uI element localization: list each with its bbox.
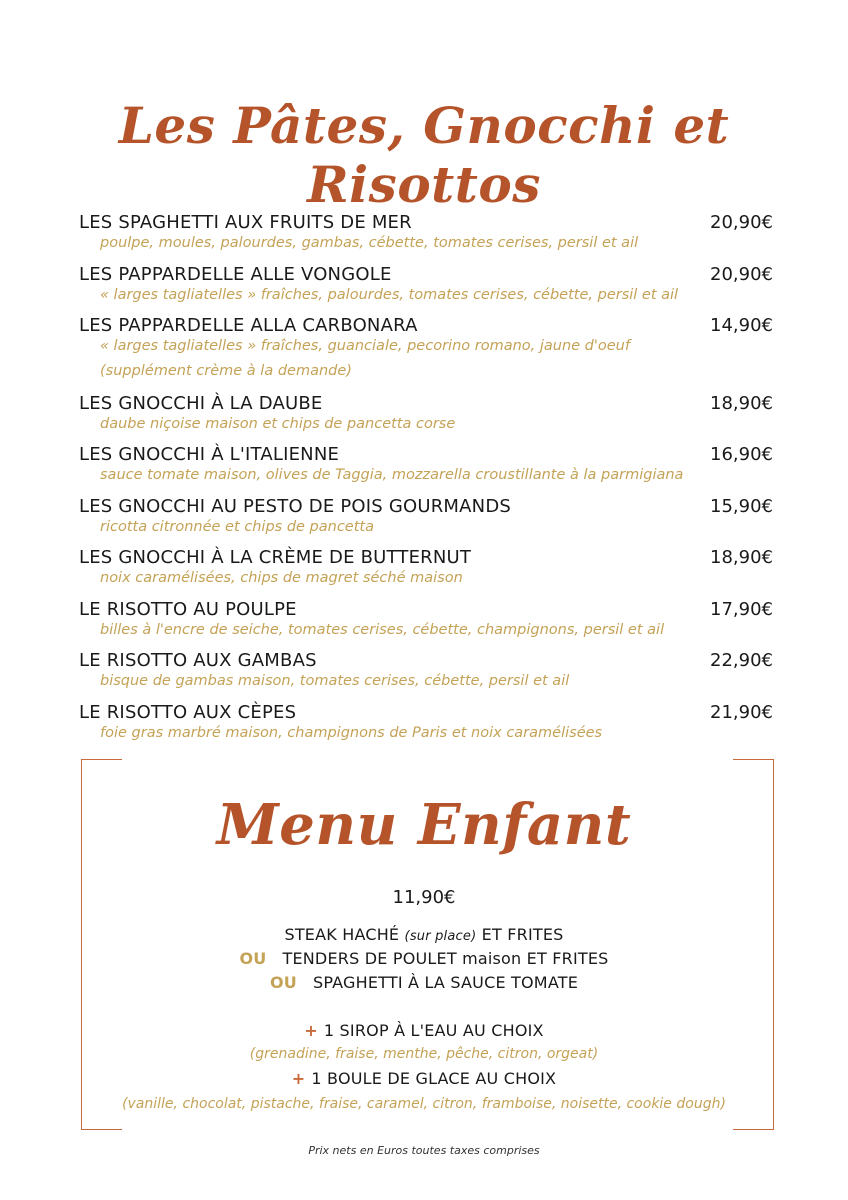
item-price: 20,90€	[710, 212, 773, 233]
kids-option-3	[0, 973, 848, 992]
or-label: OU	[239, 949, 267, 968]
menu-item	[79, 315, 773, 393]
menu-item	[79, 393, 773, 445]
item-price: 15,90€	[710, 495, 773, 517]
menu-item	[79, 212, 773, 264]
page-title: Les Pâtes, Gnocchi et Risottos	[118, 96, 730, 214]
option-text: SPAGHETTI À LA SAUCE TOMATE	[312, 973, 579, 992]
kids-menu-price: 11,90€	[392, 887, 456, 908]
item-description: sauce tomate maison, olives de Taggia, mozzarella croustillante à la parmigiana	[100, 467, 684, 483]
kids-dessert	[0, 1069, 848, 1088]
item-name: LE RISOTTO AUX CÈPES	[79, 701, 297, 723]
item-description: foie gras marbré maison, champignons de Paris et noix caramélisées	[100, 724, 603, 741]
option-text: TENDERS DE POULET maison ET FRITES	[282, 949, 609, 968]
item-price: 14,90€	[710, 315, 773, 336]
item-price: 21,90€	[710, 701, 773, 723]
item-description: « larges tagliatelles » fraîches, guanciale, pecorino romano, jaune d'oeuf	[100, 338, 630, 354]
item-price: 18,90€	[710, 547, 773, 568]
option-text: STEAK HACHÉ	[284, 925, 400, 944]
menu-item	[79, 547, 773, 599]
option-note: (sur place)	[404, 929, 477, 944]
item-description: noix caramélisées, chips de magret séché maison	[100, 570, 463, 586]
item-name: LE RISOTTO AU POULPE	[79, 598, 297, 620]
item-name: LES GNOCCHI À LA DAUBE	[79, 392, 323, 414]
menu-item	[79, 496, 773, 548]
kids-option-1	[0, 925, 848, 944]
item-name: LES GNOCCHI AU PESTO DE POIS GOURMANDS	[79, 495, 512, 517]
item-price: 16,90€	[710, 444, 773, 465]
menu-item	[79, 599, 773, 651]
dessert-text: 1 BOULE DE GLACE AU CHOIX	[311, 1069, 557, 1088]
plus-label: +	[304, 1021, 318, 1040]
item-description: ricotta citronnée et chips de pancetta	[100, 518, 374, 535]
drink-text: 1 SIROP À L'EAU AU CHOIX	[323, 1021, 544, 1040]
item-price: 17,90€	[710, 598, 773, 620]
item-name: LES PAPPARDELLE ALLA CARBONARA	[79, 315, 418, 336]
option-text: ET FRITES	[481, 925, 564, 944]
item-description: poulpe, moules, palourdes, gambas, cébette, tomates cerises, persil et ail	[100, 235, 639, 251]
item-description: daube niçoise maison et chips de pancetta corse	[100, 415, 456, 432]
item-name: LES GNOCCHI À L'ITALIENNE	[79, 444, 340, 465]
plus-label: +	[291, 1069, 306, 1088]
item-description: « larges tagliatelles » fraîches, palourdes, tomates cerises, cébette, persil et ail	[100, 286, 679, 303]
price-footnote: Prix nets en Euros toutes taxes comprises	[308, 1144, 540, 1157]
item-price: 18,90€	[710, 392, 773, 414]
kids-menu-title: Menu Enfant	[216, 792, 632, 858]
item-price: 22,90€	[710, 650, 773, 671]
item-name: LE RISOTTO AUX GAMBAS	[79, 650, 317, 671]
kids-drink-desc: (grenadine, fraise, menthe, pêche, citron, orgeat)	[249, 1046, 599, 1062]
item-price: 20,90€	[710, 263, 773, 285]
or-label: OU	[269, 973, 297, 992]
item-description: bisque de gambas maison, tomates cerises, cébette, persil et ail	[100, 673, 570, 689]
menu-item	[79, 264, 773, 316]
menu-item	[79, 702, 773, 754]
menu-item	[79, 444, 773, 496]
item-name: LES PAPPARDELLE ALLE VONGOLE	[79, 263, 392, 285]
item-note: (supplément crème à la demande)	[100, 363, 352, 379]
item-description: billes à l'encre de seiche, tomates cerises, cébette, champignons, persil et ail	[100, 621, 665, 638]
kids-dessert-desc: (vanille, chocolat, pistache, fraise, caramel, citron, framboise, noisette, cookie dough)	[122, 1096, 726, 1112]
menu-list	[79, 212, 773, 753]
item-name: LES SPAGHETTI AUX FRUITS DE MER	[79, 212, 412, 233]
menu-item	[79, 650, 773, 702]
kids-drink	[0, 1021, 848, 1040]
item-name: LES GNOCCHI À LA CRÈME DE BUTTERNUT	[79, 547, 472, 568]
kids-option-2	[0, 949, 848, 968]
